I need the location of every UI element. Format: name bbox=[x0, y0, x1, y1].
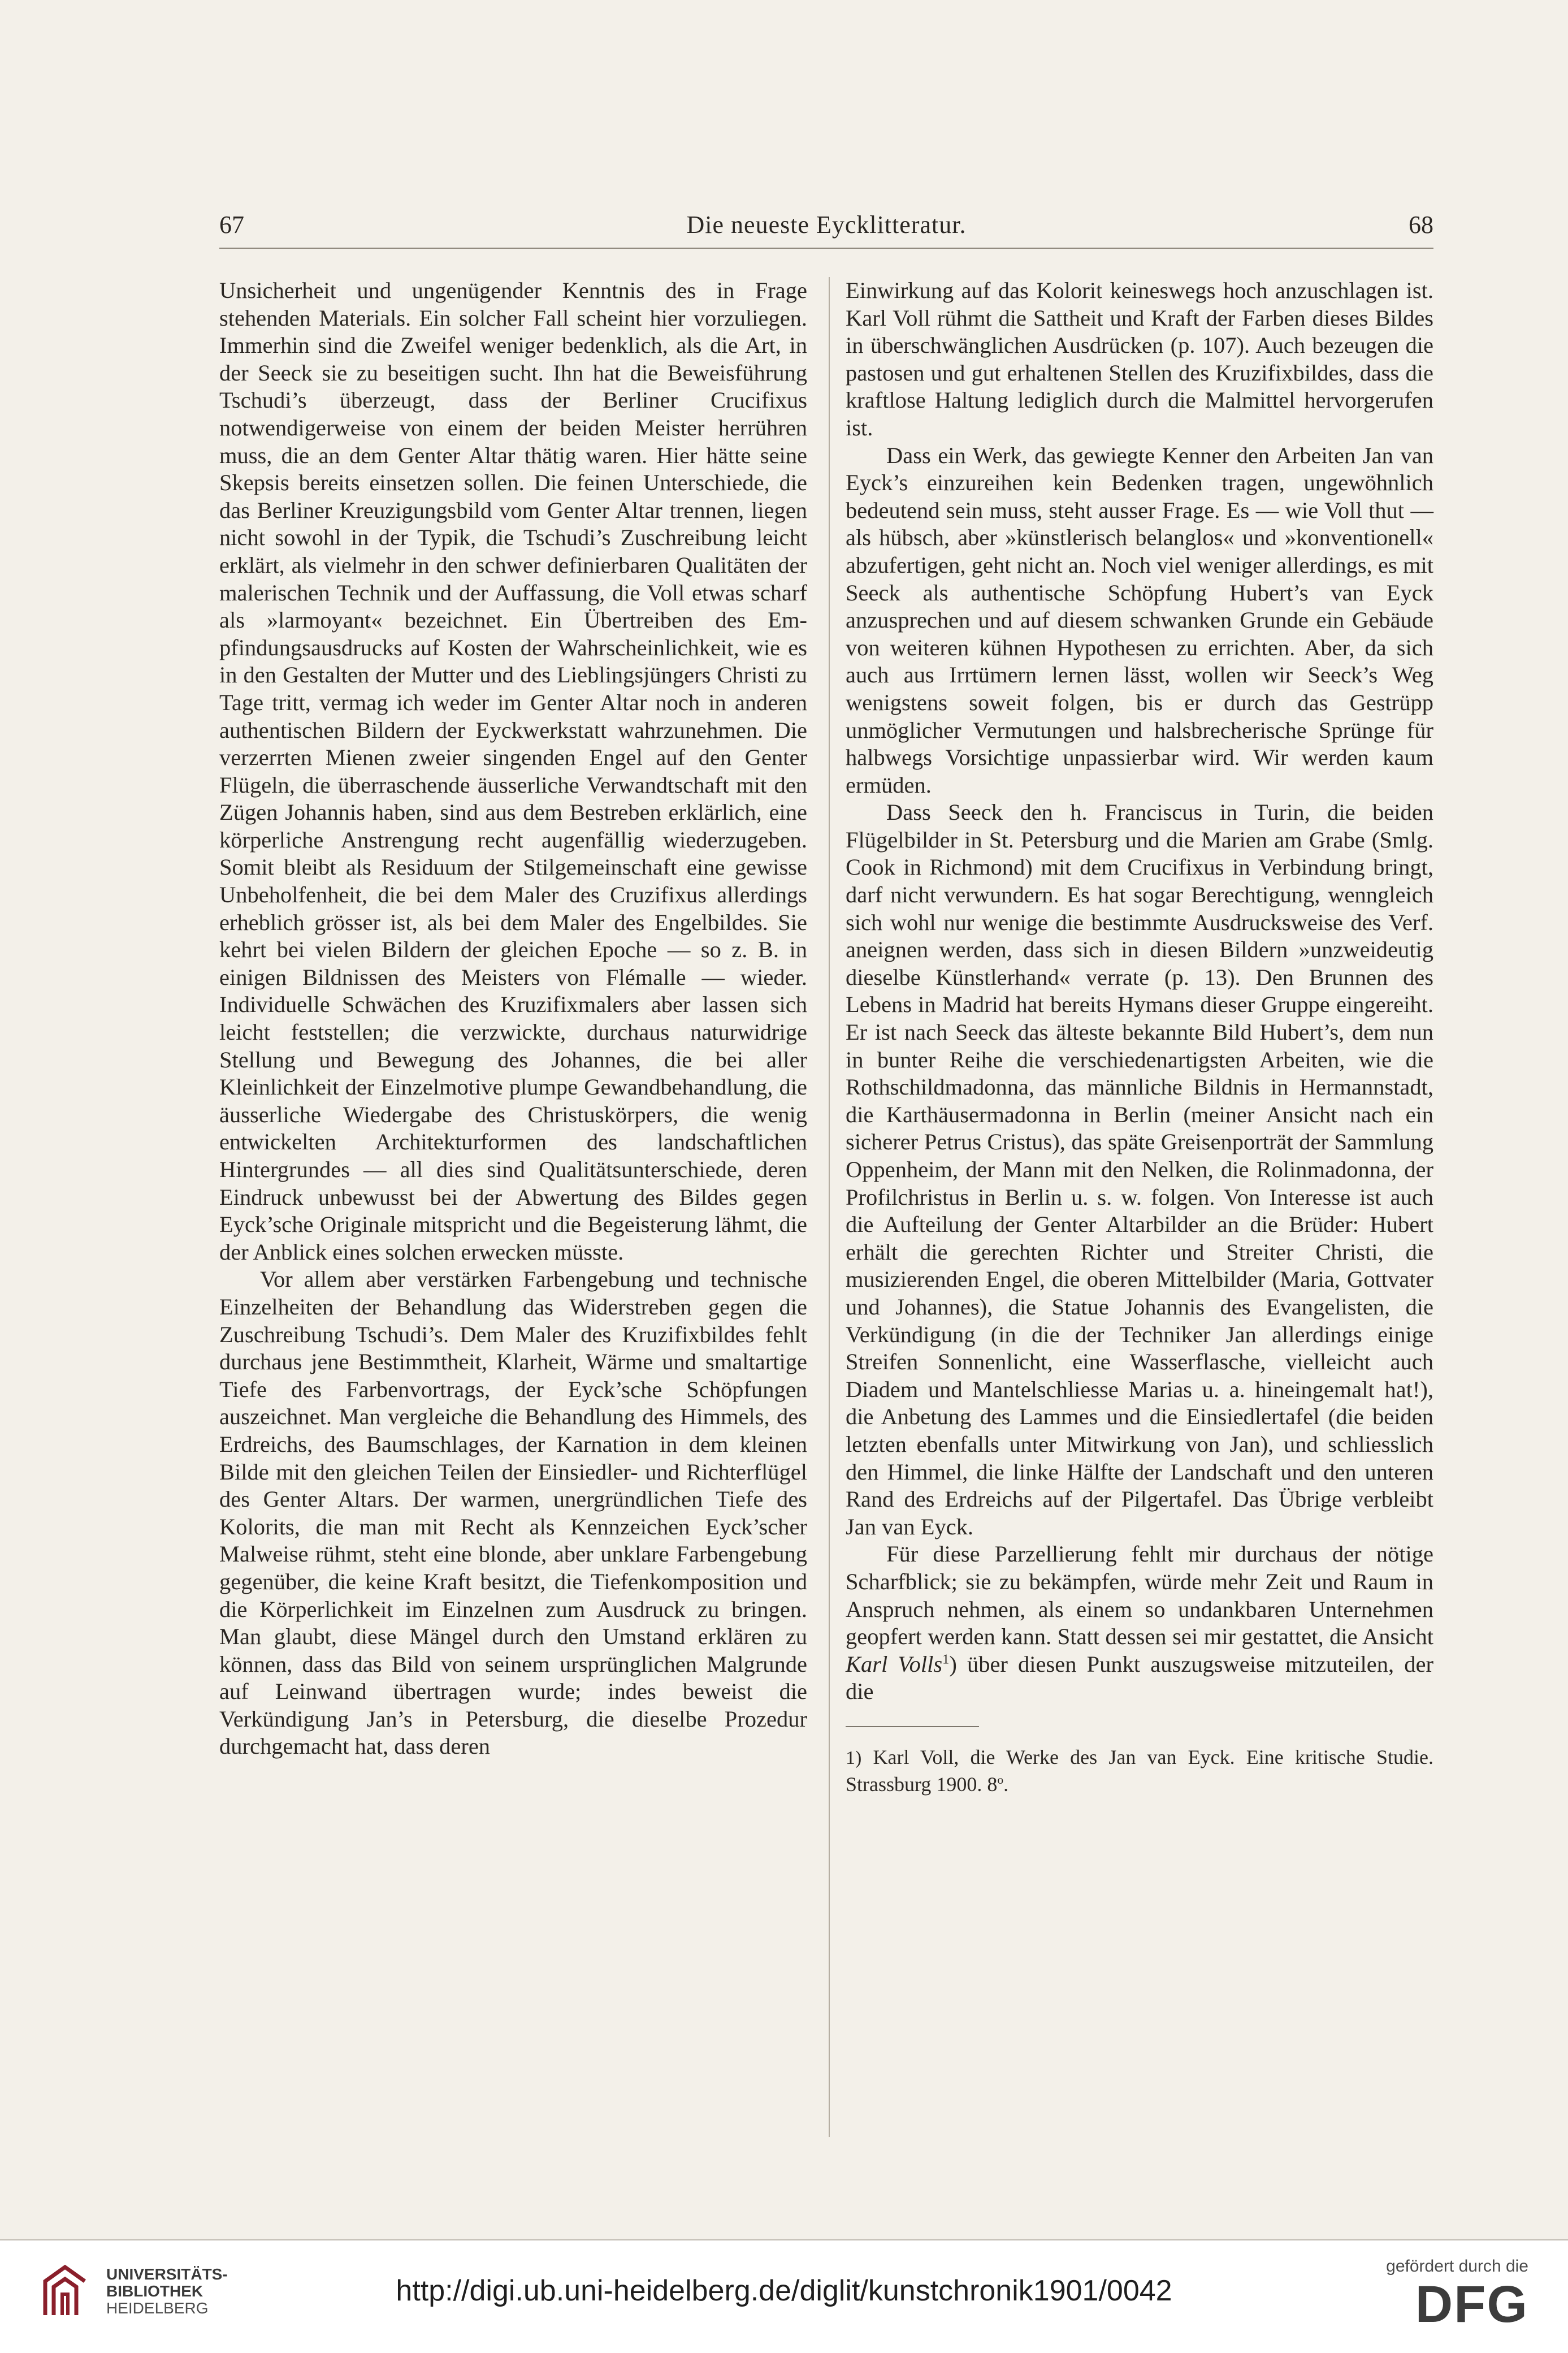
paragraph bbox=[846, 1541, 1433, 1706]
footnote-ref: 1) bbox=[846, 1747, 862, 1768]
library-line-3: HEIDELBERG bbox=[106, 2299, 209, 2317]
page-number-right: 68 bbox=[1409, 211, 1433, 239]
dfg-logo-text: DFG bbox=[1415, 2276, 1528, 2333]
paragraph: Dass Seeck den h. Franciscus in Turin, die beiden Flügelbilder in St. Petersburg und die Marien am Grabe (Smlg. Cook in Richmond) mit dem Crucifixus in Verbindung bringt, darf nicht verwundern. Es hat sogar Berechtigung, wenngleich sich wohl nur wenige die bestimmte Ausdrucksweise des Verf. aneignen werden, dass sich in diesen Bildern »unzweideutig dieselbe Künstlerhand« verrate (p. 13). Den Brunnen des Lebens in Madrid hat bereits Hymans dieser Gruppe eingereiht. Er ist nach Seeck das älteste bekannte Bild Hubert’s, dem nun in bunter Reihe die verschiedenartigsten Arbeiten, wie die Rothschildmadonna, das männliche Bildnis in Hermannstadt, die Karthäusermadonna in Berlin (meiner Ansicht nach ein sicherer Petrus Cristus), das späte Greisenporträt der Sammlung Oppenheim, der Mann mit den Nelken, die Rolinmadonna, der Profilchristus in Berlin u. s. w. folgen. Von Interesse ist auch die Aufteilung der Genter Altarbilder an die Brüder: Hubert erhält die gerechten Richter und Streiter Christi, die musizierenden Engel, die oberen Mittelbilder (Maria, Gottvater und Johannes), die Statue Johannis des Evangelisten, die Verkündigung (in die der Techniker Jan allerdings einige Streifen Sonnenlicht, eine Wasserflasche, vielleicht auch Diadem und Mantelschliesse Marias u. a. hineingemalt hat!), die Anbetung des Lammes und die Einsiedlertafel (die beiden letzten ebenfalls unter Mitwirkung von Jan), und schliesslich den Himmel, die linke Hälfte der Landschaft und den unteren Rand des Erdreichs auf der Pilgertafel. Das Übrige verbleibt Jan van Eyck. bbox=[846, 799, 1433, 1539]
footnote-sup: o bbox=[997, 1772, 1004, 1787]
header-rule bbox=[219, 248, 1433, 249]
paragraph-text: Für diese Parzellierung fehlt mir durchaus der nötige Scharfblick; sie zu bekämpfen, würde mehr Zeit und Raum in Anspruch nehmen, als einem so undankbaren Unternehmen geopfert werden kann. Statt dessen sei mir gestattet, die Ansicht bbox=[846, 1541, 1433, 1650]
page-header bbox=[219, 210, 1433, 250]
running-title: Die neueste Eycklitteratur. bbox=[686, 211, 967, 239]
library-line-2: BIBLIOTHEK bbox=[106, 2282, 203, 2300]
library-line-1: UNIVERSITÄTS- bbox=[106, 2265, 228, 2283]
footnote-text: Karl Voll, die Werke des Jan van Eyck. Eine kritische Studie. Strassburg 1900. 8 bbox=[846, 1745, 1433, 1796]
left-column bbox=[219, 277, 807, 1761]
column-divider bbox=[829, 277, 830, 2137]
paragraph: Einwirkung auf das Kolorit keineswegs hoch anzuschlagen ist. Karl Voll rühmt die Sattheit und Kraft der Farben dieses Bildes in überschwänglichen Ausdrücken (p. 107). Auch bezeugen die pastosen und gut erhaltenen Stellen des Kruzifixbildes, dass die kraftlose Haltung lediglich durch die Malmittel hervorgerufen ist. bbox=[846, 278, 1433, 440]
paragraph: Vor allem aber verstärken Farbengebung und technische Einzelheiten der Behandlung das Widerstreben gegen die Zuschreibung Tschudi’s. Dem Maler des Kruzifixbildes fehlt durchaus jene Bestimmtheit, Klarheit, Wärme und smaltartige Tiefe des Farbenvortrags, der Eyck’sche Schöpfungen auszeichnet. Man vergleiche die Behandlung des Himmels, des Erdreichs, des Baumschlages, der Karnation in dem kleinen Bilde mit den gleichen Teilen der Einsiedler- und Richterflügel des Genter Altars. Der warmen, unergründlichen Tiefe des Kolorits, die man mit Recht als Kennzeichen Eyck’scher Malweise rühmt, steht eine blonde, aber unklare Farbengebung gegenüber, die keine Kraft besitzt, die Tiefenkomposition und die Körperlichkeit im Einzelnen zum Ausdruck zu bringen. Man glaubt, diese Mängel durch den Umstand erklären zu können, dass das Bild von seinem ursprünglichen Malgrunde auf Leinwand übertragen wurde; indes beweist die Verkündigung Jan’s in Petersburg, die dieselbe Prozedur durchgemacht hat, dass deren bbox=[219, 1266, 807, 1759]
funded-by-text: gefördert durch die bbox=[1386, 2257, 1528, 2276]
funder-logo[interactable] bbox=[1365, 2257, 1528, 2333]
right-column bbox=[846, 277, 1433, 1797]
footnote-end: . bbox=[1003, 1772, 1009, 1796]
page-number-left: 67 bbox=[219, 211, 244, 239]
footnote-rule bbox=[846, 1726, 979, 1727]
footnote-marker: 1 bbox=[942, 1651, 950, 1667]
footnote bbox=[846, 1744, 1433, 1797]
author-name: Karl Volls bbox=[846, 1651, 943, 1677]
source-url-link[interactable]: http://digi.ub.uni-heidelberg.de/diglit/kunstchronik1901/0042 bbox=[396, 2274, 1172, 2307]
paragraph-text: ) über diesen Punkt auszugsweise mitzuteilen, der die bbox=[846, 1651, 1433, 1705]
paragraph: Dass ein Werk, das gewiegte Kenner den Arbeiten Jan van Eyck’s einzureihen kein Bedenken tragen, ungewöhnlich bedeutend sein muss, steht ausser Frage. Es — wie Voll thut — als hübsch, aber »künstlerisch belanglos« und »konventionell« abzufertigen, geht nicht an. Noch viel weniger allerdings, es mit Seeck als authentische Schöpfung Hubert’s van Eyck anzusprechen und auf diesem schwanken Grunde ein Gebäude von weiteren kühnen Hypothesen zu errichten. Aber, da sich auch aus Irrtümern lernen lässt, wollen wir Seeck’s Weg wenigstens soweit folgen, bis er durch das Gestrüpp unmöglicher Vermutungen und halsbrecherische Sprünge für halbwegs Vorsichtige unpassierbar wird. Wir werden kaum ermüden. bbox=[846, 442, 1433, 798]
paragraph: Unsicherheit und ungenügender Kenntnis des in Frage stehenden Materials. Ein solcher Fall scheint hier vorzuliegen. Immerhin sind die Zweifel weniger bedenklich, als die Art, in der Seeck sie zu beseitigen sucht. Ihn hat die Beweisführung Tschudi’s überzeugt, dass der Berliner Crucifixus notwendigerweise von einem der beiden Meister herrühren muss, die an dem Genter Altar thätig waren. Hier hätte seine Skepsis bereits einsetzen sollen. Die feinen Unterschiede, die das Berliner Kreuzigungsbild vom Genter Altar trennen, liegen nicht sowohl in der Typik, die Tschudi’s Zuschreibung leicht erklärt, als vielmehr in den schwer definierbaren Qualitäten der malerischen Technik und der Auffassung, die Voll etwas scharf als »larmoyant« bezeichnet. Ein Übertreiben des Empfindungsausdrucks auf Kosten der Wahrscheinlichkeit, wie es in den Gestalten der Mutter und des Lieblingsjüngers Christi zu Tage tritt, vermag ich weder im Genter Altar noch in anderen authentischen Bildern der Eyckwerkstatt wahrzunehmen. Die verzerrten Mienen zweier singenden Engel auf den Genter Flügeln, die überraschende äusserliche Verwandtschaft mit den Zügen Johannis haben, sind aus dem Bestreben erklärlich, eine körperliche Anstrengung recht augenfällig wiederzugeben. Somit bleibt als Residuum der Stilgemeinschaft eine gewisse Unbeholfenheit, die bei dem Maler des Cruzifixus allerdings erheblich grösser ist, als bei dem Maler des Engelbildes. Sie kehrt bei vielen Bildern der gleichen Epoche — so z. B. in einigen Bildnissen des Meisters von Flémalle — wieder. Individuelle Schwächen des Kruzifixmalers aber lassen sich leicht feststellen; die verzwickte, durchaus naturwidrige Stellung und Bewegung des Johannes, die bei aller Kleinlichkeit der Einzelmotive plumpe Gewandbehandlung, die äusserliche Wiedergabe des Christuskörpers, die wenig entwickelten Architekturformen des landschaftlichen Hintergrundes — all dies sind Qualitätsunterschiede, deren Eindruck unbewusst bei der Abwertung des Bildes gegen Eyck’sche Originale mitspricht und die Begeisterung lähmt, die der Anblick eines solchen erwecken müsste. bbox=[219, 278, 807, 1265]
